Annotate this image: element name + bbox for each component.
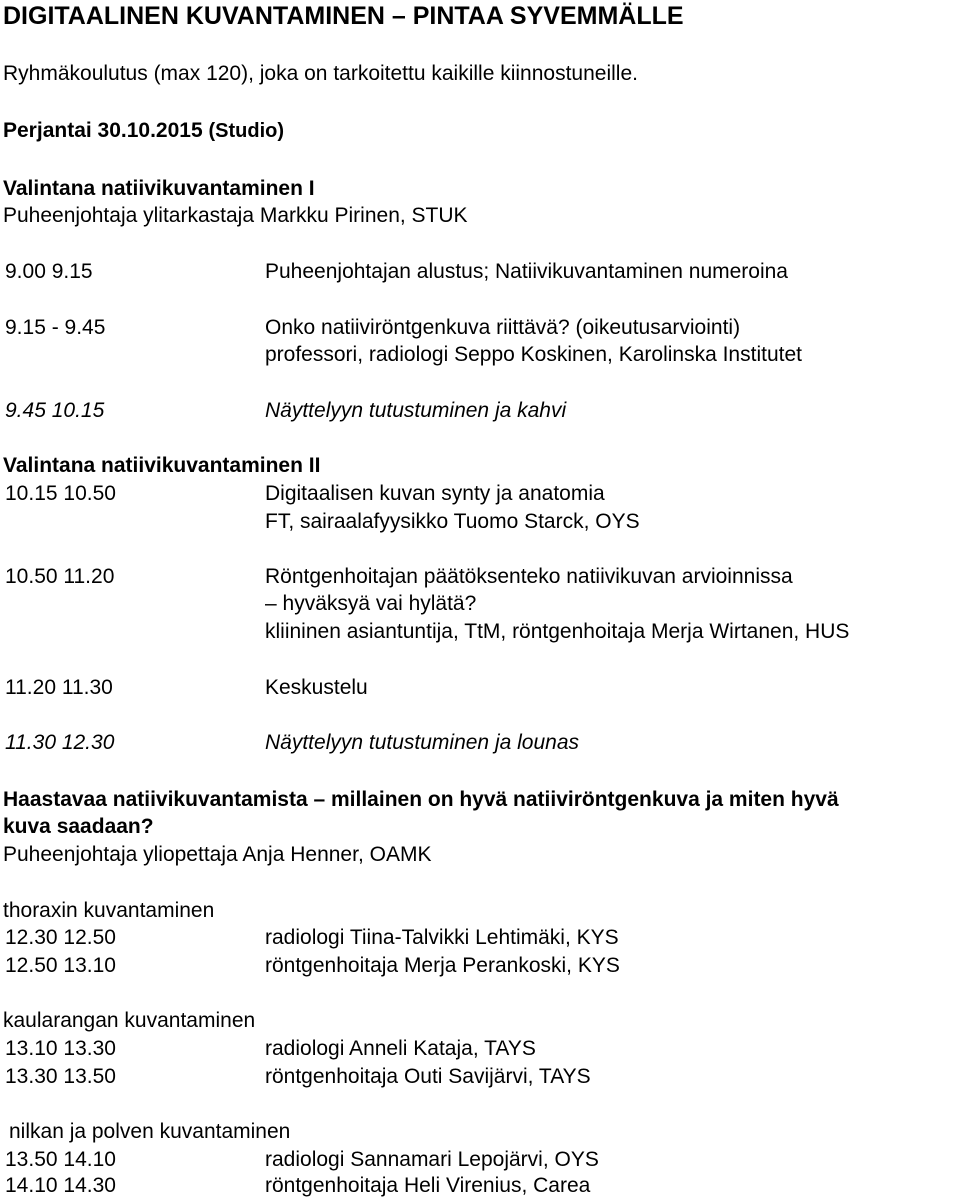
s2-speaker-1: kliininen asiantuntija, TtM, röntgenhoitaja Merja Wirtanen, HUS xyxy=(265,620,850,643)
group-label-thorax: thoraxin kuvantaminen xyxy=(3,899,215,922)
section2-heading: Valintana natiivikuvantaminen II xyxy=(3,454,321,477)
g2-time-0: 13.50 14.10 xyxy=(5,1148,116,1171)
g0-text-1: röntgenhoitaja Merja Perankoski, KYS xyxy=(265,954,620,977)
s2-desc-3: Näyttelyyn tutustuminen ja lounas xyxy=(265,731,580,754)
section1-heading: Valintana natiivikuvantaminen I xyxy=(3,177,315,200)
s2-time-1: 10.50 11.20 xyxy=(5,565,115,588)
g1-text-1: röntgenhoitaja Outi Savijärvi, TAYS xyxy=(265,1065,591,1088)
s2-time-0: 10.15 10.50 xyxy=(5,482,116,505)
g1-time-1: 13.30 13.50 xyxy=(5,1065,116,1088)
s1-time-1: 9.15 - 9.45 xyxy=(5,316,106,339)
section3-heading: Haastavaa natiivikuvantamista – millainen on hyvä natiiviröntgenkuva ja miten hyvä xyxy=(3,788,839,811)
s2-time-3: 11.30 12.30 xyxy=(5,731,115,754)
s2-desc-1-cont: – hyväksyä vai hylätä? xyxy=(265,592,477,615)
s2-desc-0: Digitaalisen kuvan synty ja anatomia xyxy=(265,482,605,505)
section3-chair: Puheenjohtaja yliopettaja Anja Henner, OAMK xyxy=(3,843,432,866)
g1-time-0: 13.10 13.30 xyxy=(5,1037,116,1060)
day-heading xyxy=(3,118,284,144)
s1-desc-1: Onko natiiviröntgenkuva riittävä? (oikeutusarviointi) xyxy=(265,316,741,339)
section3-heading-cont: kuva saadaan? xyxy=(3,815,154,838)
g0-time-1: 12.50 13.10 xyxy=(5,954,116,977)
s2-desc-1: Röntgenhoitajan päätöksenteko natiivikuvan arvioinnissa xyxy=(265,565,793,588)
s1-desc-0: Puheenjohtajan alustus; Natiivikuvantaminen numeroina xyxy=(265,260,788,283)
group-label-nilkka: nilkan ja polven kuvantaminen xyxy=(9,1120,291,1143)
g1-text-0: radiologi Anneli Kataja, TAYS xyxy=(265,1037,536,1060)
g2-text-1: röntgenhoitaja Heli Virenius, Carea xyxy=(265,1174,591,1197)
section1-chair: Puheenjohtaja ylitarkastaja Markku Pirinen, STUK xyxy=(3,204,468,227)
g2-time-1: 14.10 14.30 xyxy=(5,1174,116,1197)
s1-time-2: 9.45 10.15 xyxy=(5,399,105,422)
s2-speaker-0: FT, sairaalafyysikko Tuomo Starck, OYS xyxy=(265,510,640,533)
s1-speaker-1: professori, radiologi Seppo Koskinen, Karolinska Institutet xyxy=(265,343,802,366)
s2-desc-2: Keskustelu xyxy=(265,676,368,699)
g0-text-0: radiologi Tiina-Talvikki Lehtimäki, KYS xyxy=(265,926,619,949)
group-label-kaularanka: kaularangan kuvantaminen xyxy=(3,1009,256,1032)
s2-time-2: 11.20 11.30 xyxy=(5,676,113,699)
intro-text: Ryhmäkoulutus (max 120), joka on tarkoitettu kaikille kiinnostuneille. xyxy=(3,62,638,85)
day-date: Perjantai 30.10.2015 xyxy=(3,119,203,142)
s1-desc-2: Näyttelyyn tutustuminen ja kahvi xyxy=(265,399,567,422)
s1-time-0: 9.00 9.15 xyxy=(5,260,93,283)
g0-time-0: 12.30 12.50 xyxy=(5,926,116,949)
g2-text-0: radiologi Sannamari Lepojärvi, OYS xyxy=(265,1148,599,1171)
page-title: DIGITAALINEN KUVANTAMINEN – PINTAA SYVEMMÄLLE xyxy=(3,2,684,30)
day-venue: (Studio) xyxy=(208,120,285,142)
